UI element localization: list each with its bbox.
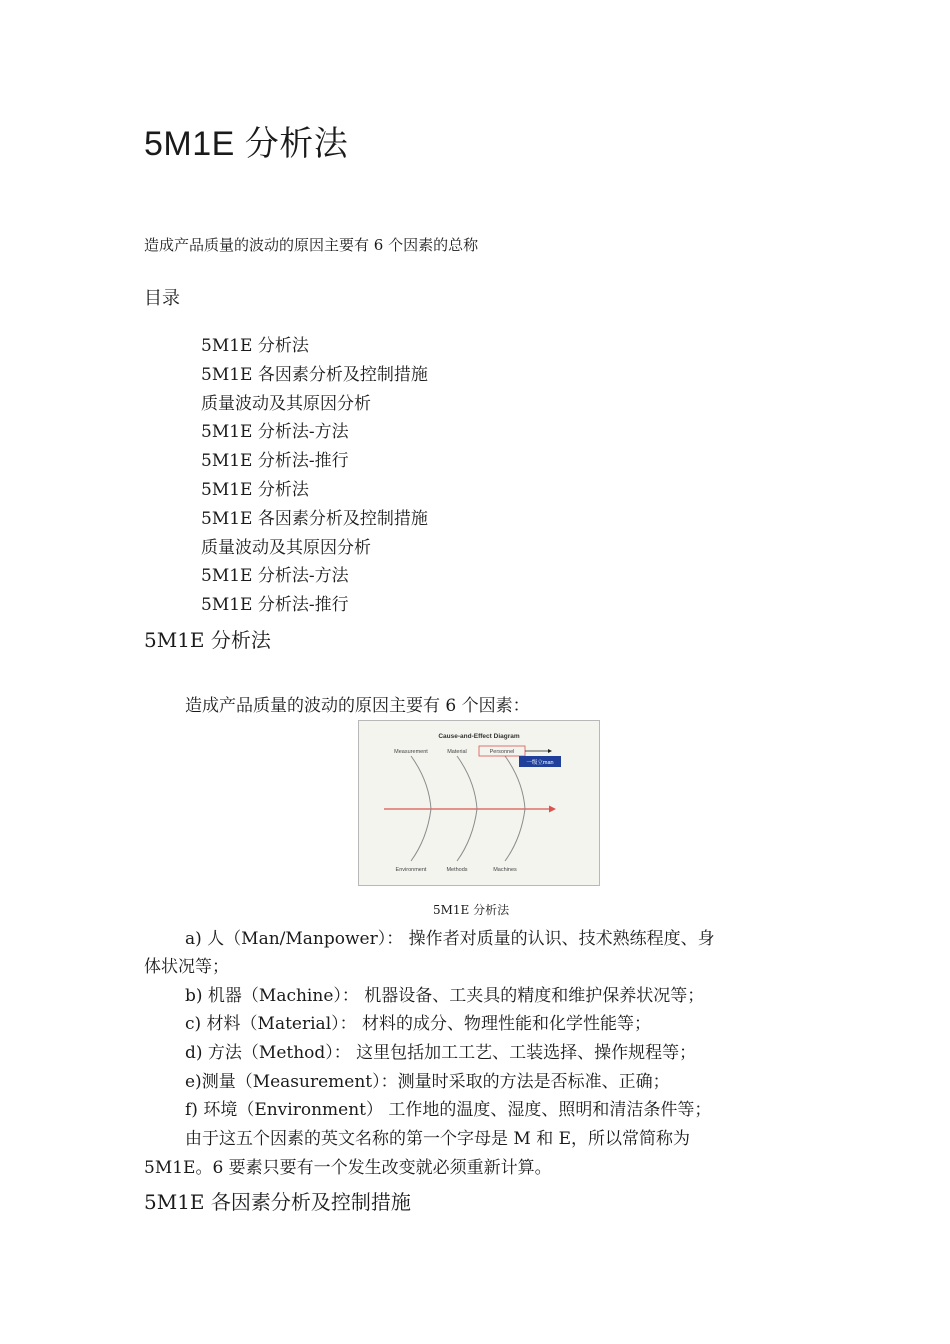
label-measurement: Measurement [394,749,428,755]
page-title: 5M1E 分析法 [144,125,349,163]
list-item: f) 环境（Environment） 工作地的温度、湿度、照明和清洁条件等； [185,1100,712,1120]
diagram-title: Cause-and-Effect Diagram [438,733,520,740]
list-item: 体状况等； [144,957,229,977]
toc-item[interactable]: 质量波动及其原因分析 [201,393,371,414]
toc-item[interactable]: 5M1E 各因素分析及控制措施 [201,364,428,385]
fishbone-svg [359,721,599,885]
list-item: b) 机器（Machine）： 机器设备、工夹具的精度和维护保养状况等； [185,986,705,1006]
callout-text: 一级立man [526,760,554,766]
diagram-bone [411,809,431,861]
toc-item[interactable]: 5M1E 分析法-推行 [201,595,349,616]
label-material: Material [447,749,467,755]
toc-item[interactable]: 5M1E 分析法 [201,336,309,356]
toc-item[interactable]: 质量波动及其原因分析 [201,537,371,558]
intro-text: 造成产品质量的波动的原因主要有 6 个因素的总称 [144,236,479,254]
arrow-icon [548,749,552,753]
label-environment: Environment [395,867,427,873]
diagram-bone [457,756,477,809]
list-item: e)测量（Measurement）：测量时采取的方法是否标准、正确； [185,1072,670,1092]
list-item: a) 人（Man/Manpower）： 操作者对质量的认识、技术熟练程度、身 [185,929,715,949]
list-item: c) 材料（Material）： 材料的成分、物理性能和化学性能等； [185,1014,652,1034]
fishbone-diagram [358,720,600,886]
section-heading: 5M1E 分析法 [144,628,271,652]
section-heading: 5M1E 各因素分析及控制措施 [144,1190,411,1214]
section-lead: 造成产品质量的波动的原因主要有 6 个因素： [185,696,530,716]
toc-item[interactable]: 5M1E 分析法-方法 [201,422,349,443]
label-personnel: Personnel [489,749,515,755]
figure-caption: 5M1E 分析法 [433,903,510,917]
toc-item[interactable]: 5M1E 分析法 [201,479,309,500]
diagram-bone [457,809,477,861]
body-text: 由于这五个因素的英文名称的第一个字母是 M 和 E，所以常简称为 [185,1129,691,1149]
list-item: d) 方法（Method）： 这里包括加工工艺、工装选择、操作规程等； [185,1043,697,1063]
toc-heading: 目录 [144,288,180,309]
diagram-bone [505,809,525,861]
arrow-icon [549,806,556,813]
label-machines: Machines [493,867,517,873]
toc-item[interactable]: 5M1E 分析法-推行 [201,451,349,472]
table-of-contents [201,332,428,620]
toc-item[interactable]: 5M1E 分析法-方法 [201,566,349,587]
diagram-bone [411,756,431,809]
toc-item[interactable]: 5M1E 各因素分析及控制措施 [201,508,428,529]
body-text: 5M1E。6 要素只要有一个发生改变就必须重新计算。 [144,1158,552,1178]
label-methods: Methods [446,867,468,873]
